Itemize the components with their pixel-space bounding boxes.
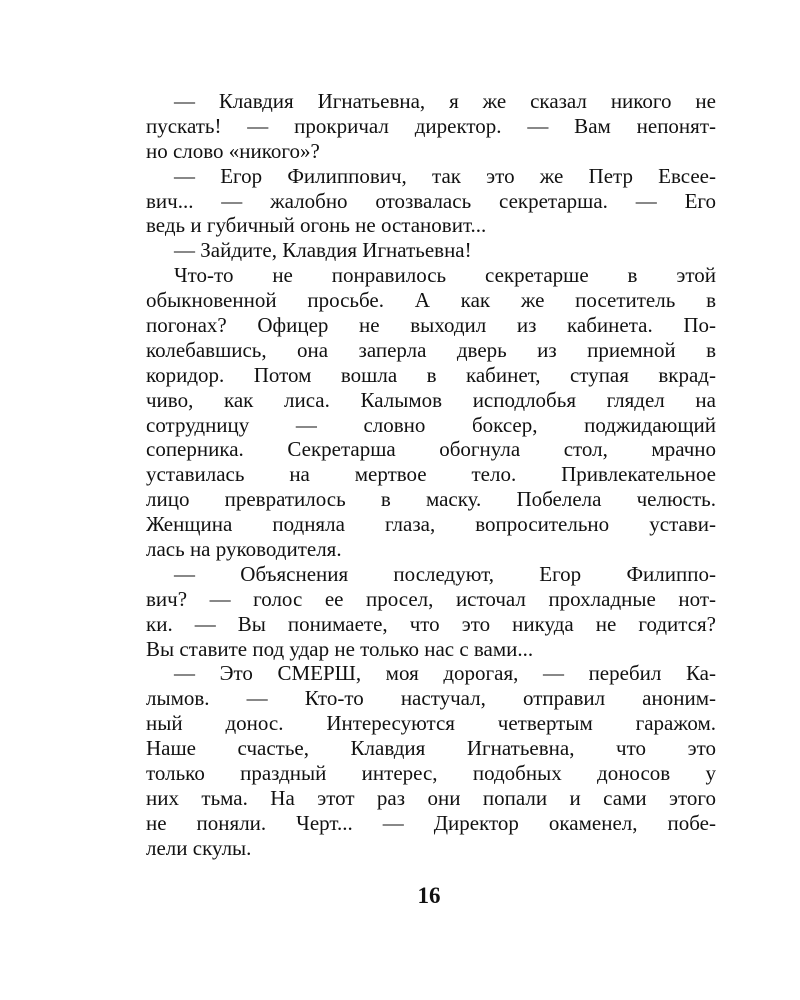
text-line: ный донос. Интересуются четвертым гаражом. (146, 711, 716, 736)
text-line: — Клавдия Игнатьевна, я же сказал никого не (174, 89, 716, 113)
text-line: лели скулы. (146, 835, 252, 860)
text-line: Женщина подняла глаза, вопросительно устави- (146, 512, 716, 537)
text-line: вич... — жалобно отозвалась секретарша. — Его (146, 188, 716, 213)
text-line: Вы ставите под удар не только нас с вами... (146, 636, 534, 661)
text-line: лымов. — Кто-то настучал, отправил аноним- (146, 686, 716, 711)
text-line: них тьма. На этот раз они попали и сами этого (146, 785, 716, 810)
text-line: лась на руководителя. (146, 537, 342, 562)
text-line: ки. — Вы понимаете, что это никуда не годится? (146, 611, 716, 636)
text-line: не поняли. Черт... — Директор окаменел, побе- (146, 810, 716, 835)
text-line: — Это СМЕРШ, моя дорогая, — перебил Ка- (174, 661, 716, 686)
text-line: погонах? Офицер не выходил из кабинета. По- (146, 313, 716, 338)
text-line: только праздный интерес, подобных доносов у (146, 761, 716, 786)
text-line: колебавшись, она заперла дверь из приемной в (146, 337, 716, 362)
text-line: — Егор Филиппович, так это же Петр Евсее- (174, 163, 716, 188)
text-line: соперника. Секретарша обогнула стол, мрачно (146, 437, 716, 462)
text-line: вич? — голос ее просел, источал прохладные нот- (146, 586, 716, 611)
text-line: пускать! — прокричал директор. — Вам непонят- (146, 113, 716, 138)
text-line: сотрудницу — словно боксер, поджидающий (146, 412, 716, 437)
page-number: 16 (417, 883, 441, 908)
text-line: ведь и губичный огонь не остановит... (146, 213, 487, 238)
text-line: Наше счастье, Клавдия Игнатьевна, что это (146, 736, 716, 761)
text-line: чиво, как лиса. Калымов исподлобья глядел на (146, 387, 716, 412)
page-text (146, 89, 716, 861)
text-line: — Объяснения последуют, Егор Филиппо- (174, 561, 716, 586)
text-line: уставилась на мертвое тело. Привлекательное (146, 462, 716, 487)
text-line: но слово «никого»? (146, 138, 320, 163)
text-line: лицо превратилось в маску. Побелела челюсть. (146, 487, 716, 512)
text-line: Что-то не понравилось секретарше в этой (174, 263, 716, 288)
text-line: коридор. Потом вошла в кабинет, ступая вкрад- (146, 362, 716, 387)
text-line: обыкновенной просьбе. А как же посетитель в (146, 288, 716, 313)
text-line: — Зайдите, Клавдия Игнатьевна! (174, 238, 472, 263)
